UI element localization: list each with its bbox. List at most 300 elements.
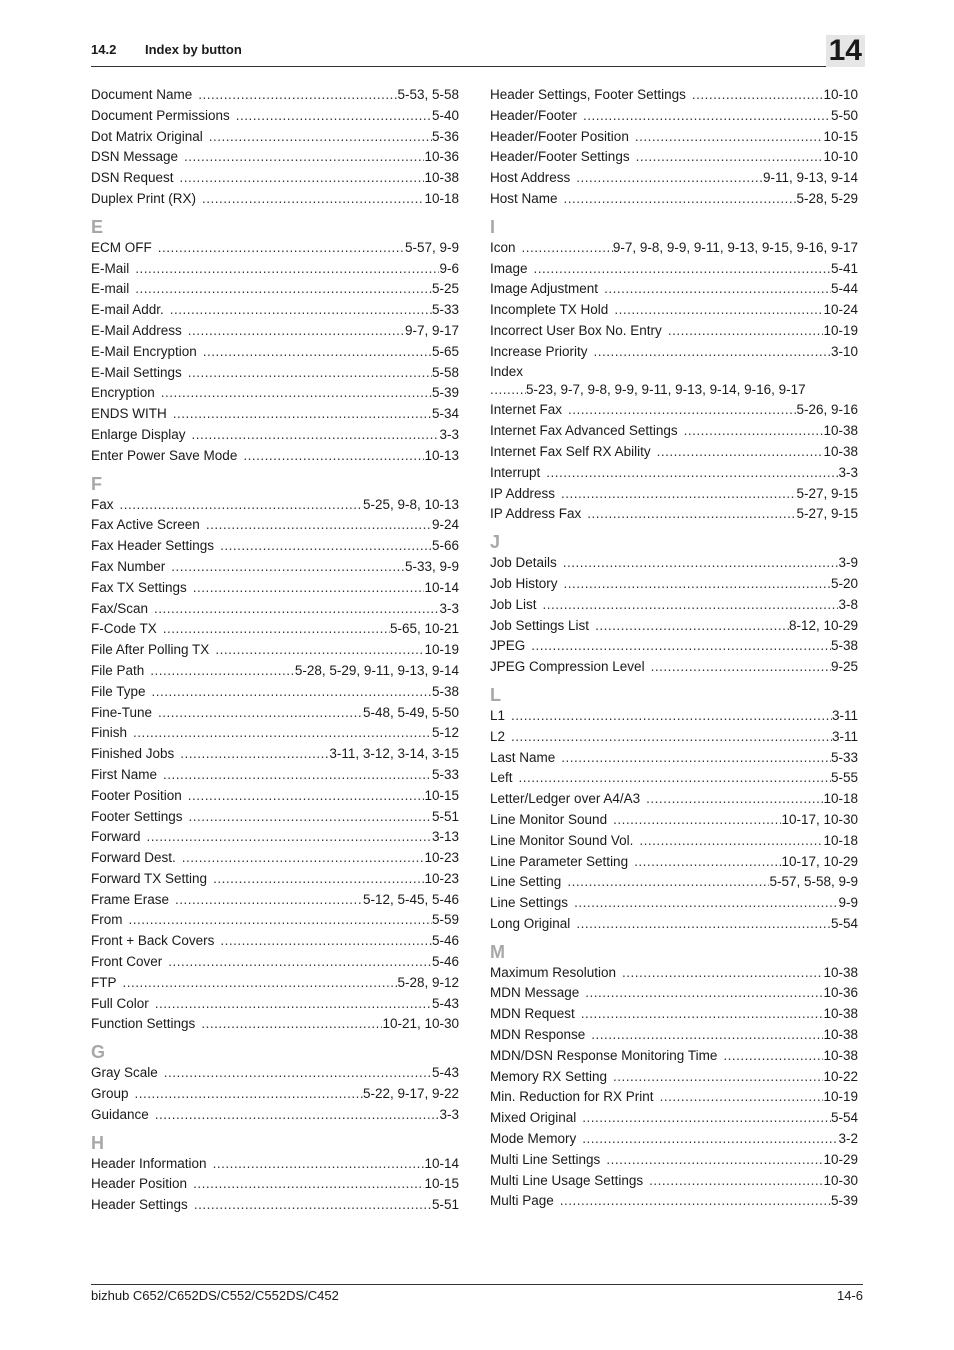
index-entry xyxy=(490,321,858,342)
dot-leader xyxy=(561,484,796,505)
index-term: Line Monitor Sound Vol. xyxy=(490,832,634,848)
index-term: First Name xyxy=(91,766,158,782)
index-term: JPEG xyxy=(490,638,526,654)
index-term: E-mail Addr. xyxy=(91,302,164,318)
index-entry xyxy=(91,1154,459,1175)
index-page-refs: 10-19 xyxy=(823,1089,858,1105)
index-term: E-Mail Settings xyxy=(91,364,182,380)
dot-leader xyxy=(215,640,424,661)
index-letter-heading: H xyxy=(91,1132,104,1153)
dot-leader xyxy=(120,495,363,516)
dot-leader xyxy=(173,404,432,425)
index-entry xyxy=(490,810,858,831)
index-term: Footer Position xyxy=(91,787,182,803)
index-term: Internet Fax Self RX Ability xyxy=(490,443,651,459)
index-entry xyxy=(91,807,459,828)
dot-leader xyxy=(194,1195,432,1216)
index-term: Header Settings xyxy=(91,1197,188,1213)
index-page-refs: 5-48, 5-49, 5-50 xyxy=(362,704,459,720)
dot-leader xyxy=(613,810,781,831)
index-entry xyxy=(490,616,858,637)
index-page-refs: 5-54 xyxy=(830,1110,858,1126)
index-page-refs: 5-25, 9-8, 10-13 xyxy=(362,496,459,512)
dot-leader xyxy=(202,189,424,210)
index-page-refs: 5-59 xyxy=(431,912,459,928)
index-entry xyxy=(490,484,858,505)
index-page-refs: 5-20 xyxy=(830,575,858,591)
index-page-refs: 5-25 xyxy=(431,281,459,297)
index-page-refs: 5-46 xyxy=(431,933,459,949)
dot-leader xyxy=(209,127,432,148)
dot-leader xyxy=(243,446,424,467)
index-page-refs: 10-19 xyxy=(424,642,459,658)
dot-leader xyxy=(660,1087,824,1108)
index-page-refs: 5-34 xyxy=(431,406,459,422)
index-term: E-Mail xyxy=(91,260,130,276)
dot-leader xyxy=(175,890,363,911)
index-term: Line Settings xyxy=(490,895,569,911)
index-term: Header Position xyxy=(91,1176,188,1192)
dot-leader xyxy=(635,127,824,148)
index-page-refs: 5-51 xyxy=(431,1197,459,1213)
index-term: Group xyxy=(91,1086,129,1102)
index-entry xyxy=(91,259,459,280)
dot-leader xyxy=(189,807,432,828)
dot-leader xyxy=(582,1108,831,1129)
index-page-refs: 9-24 xyxy=(431,517,459,533)
index-term: Header/Footer Settings xyxy=(490,149,630,165)
index-page-refs: 5-28, 9-12 xyxy=(397,974,459,990)
index-page-refs: 9-9 xyxy=(838,895,858,911)
dot-leader xyxy=(198,85,397,106)
index-entry xyxy=(91,536,459,557)
index-term: Guidance xyxy=(91,1106,149,1122)
dot-leader xyxy=(184,147,424,168)
index-page-refs: 10-21, 10-30 xyxy=(382,1016,459,1032)
index-term: Min. Reduction for RX Print xyxy=(490,1089,654,1105)
index-page-refs: 10-22 xyxy=(823,1068,858,1084)
dot-leader xyxy=(188,363,432,384)
index-term: Image Adjustment xyxy=(490,281,599,297)
index-page-refs: 10-13 xyxy=(424,447,459,463)
index-term: Job Settings List xyxy=(490,617,590,633)
index-entry xyxy=(91,85,459,106)
index-term: DSN Message xyxy=(91,149,179,165)
dot-leader xyxy=(180,168,425,189)
index-term: Last Name xyxy=(490,749,556,765)
dot-leader xyxy=(606,1150,823,1171)
index-entry xyxy=(91,910,459,931)
index-page-refs: 5-38 xyxy=(830,638,858,654)
index-page-refs: 5-40 xyxy=(431,107,459,123)
index-entry xyxy=(490,1129,858,1150)
index-page-refs: 5-38 xyxy=(431,683,459,699)
index-term: Index xyxy=(490,363,524,379)
dot-leader xyxy=(576,914,831,935)
index-entry xyxy=(490,1087,858,1108)
dot-leader xyxy=(213,869,424,890)
index-term: E-mail xyxy=(91,281,130,297)
index-term: Long Original xyxy=(490,915,571,931)
index-page-refs: 10-29 xyxy=(823,1151,858,1167)
index-entry xyxy=(91,147,459,168)
index-page-refs: 5-36 xyxy=(431,128,459,144)
index-term: Letter/Ledger over A4/A3 xyxy=(490,791,641,807)
index-page-refs: 10-15 xyxy=(823,128,858,144)
index-entry xyxy=(490,553,858,574)
index-letter-heading: E xyxy=(91,216,104,237)
page-footer xyxy=(91,1284,863,1307)
index-term: Line Setting xyxy=(490,874,562,890)
index-term: Gray Scale xyxy=(91,1065,158,1081)
index-page-refs: 5-43 xyxy=(431,1065,459,1081)
dot-leader xyxy=(583,106,831,127)
index-page-refs: 3-10 xyxy=(830,343,858,359)
index-term: Multi Line Usage Settings xyxy=(490,1172,644,1188)
index-page-refs: 10-17, 10-29 xyxy=(781,853,858,869)
section-title: Index by button xyxy=(145,42,242,57)
index-entry xyxy=(91,744,459,765)
index-entry xyxy=(91,578,459,599)
index-page-refs: 10-38 xyxy=(823,1047,858,1063)
index-entry xyxy=(91,1084,459,1105)
index-term: L1 xyxy=(490,707,506,723)
index-page-refs: 5-39 xyxy=(830,1193,858,1209)
index-term: Internet Fax Advanced Settings xyxy=(490,423,678,439)
dot-leader xyxy=(206,515,432,536)
index-entry xyxy=(490,706,858,727)
index-term: Line Parameter Setting xyxy=(490,853,629,869)
index-term: Forward Dest. xyxy=(91,850,176,866)
dot-leader xyxy=(192,425,440,446)
index-entry xyxy=(91,682,459,703)
index-page-refs: 5-54 xyxy=(830,915,858,931)
index-entry xyxy=(490,279,858,300)
index-term: Full Color xyxy=(91,995,149,1011)
index-entry xyxy=(91,425,459,446)
index-term: Interrupt xyxy=(490,464,541,480)
dot-leader xyxy=(180,744,329,765)
index-page-refs: 5-66 xyxy=(431,538,459,554)
index-entry xyxy=(490,1025,858,1046)
index-term: Increase Priority xyxy=(490,343,588,359)
index-term: MDN/DSN Response Monitoring Time xyxy=(490,1047,718,1063)
index-page-refs: 10-18 xyxy=(823,791,858,807)
dot-leader xyxy=(622,963,823,984)
dot-leader xyxy=(657,442,824,463)
index-page-refs: 5-57, 9-9 xyxy=(404,239,459,255)
index-term: Multi Page xyxy=(490,1193,554,1209)
dot-leader xyxy=(604,279,831,300)
dot-leader xyxy=(135,259,439,280)
dot-leader xyxy=(236,106,432,127)
index-entry xyxy=(490,852,858,873)
index-page-refs: 5-12, 5-45, 5-46 xyxy=(362,891,459,907)
index-entry xyxy=(490,504,858,525)
page-number: 14-6 xyxy=(836,1288,863,1303)
dot-leader xyxy=(193,1174,424,1195)
index-entry xyxy=(91,827,459,848)
dot-leader xyxy=(546,463,838,484)
index-entry xyxy=(91,1174,459,1195)
index-term: Footer Settings xyxy=(91,808,183,824)
dot-leader xyxy=(168,952,432,973)
index-page-refs: 9-7, 9-17 xyxy=(404,322,459,338)
product-name: bizhub C652/C652DS/C552/C552DS/C452 xyxy=(91,1288,339,1303)
dot-leader xyxy=(723,1046,823,1067)
index-term: Mode Memory xyxy=(490,1131,577,1147)
index-entry xyxy=(490,463,858,484)
dot-leader xyxy=(147,827,432,848)
dot-leader xyxy=(587,504,796,525)
index-page-refs: 5-33 xyxy=(830,749,858,765)
index-entry xyxy=(91,515,459,536)
index-entry xyxy=(490,442,858,463)
index-term: Icon xyxy=(490,239,516,255)
index-term: JPEG Compression Level xyxy=(490,659,645,675)
dot-leader xyxy=(595,616,789,637)
dot-leader xyxy=(561,748,831,769)
dot-leader xyxy=(582,1129,838,1150)
index-entry xyxy=(490,342,858,363)
index-term: Dot Matrix Original xyxy=(91,128,203,144)
index-page-refs: 10-15 xyxy=(424,1176,459,1192)
index-term: Mixed Original xyxy=(490,1110,577,1126)
index-page-refs: 5-57, 5-58, 9-9 xyxy=(769,874,858,890)
index-page-refs: 10-23 xyxy=(424,850,459,866)
index-entry xyxy=(490,727,858,748)
index-page-refs: 10-38 xyxy=(823,1006,858,1022)
dot-leader xyxy=(574,893,838,914)
index-page-refs: 5-23, 9-7, 9-8, 9-9, 9-11, 9-13, 9-14, 9-16, 9-17 xyxy=(526,381,806,397)
index-entry xyxy=(490,380,858,401)
index-page-refs: 8-12, 10-29 xyxy=(788,617,858,633)
dot-leader xyxy=(511,727,832,748)
index-entry xyxy=(490,238,858,259)
index-term: Front Cover xyxy=(91,954,163,970)
index-term: Front + Back Covers xyxy=(91,933,215,949)
index-entry xyxy=(490,1108,858,1129)
index-page-refs: 5-50 xyxy=(830,107,858,123)
index-term: Incomplete TX Hold xyxy=(490,302,609,318)
index-entry xyxy=(490,1191,858,1212)
dot-leader xyxy=(135,1084,363,1105)
index-term: FTP xyxy=(91,974,117,990)
index-term: Function Settings xyxy=(91,1016,196,1032)
dot-leader xyxy=(129,910,432,931)
index-entry xyxy=(91,363,459,384)
index-letter-heading: F xyxy=(91,473,102,494)
index-page-refs: 3-9 xyxy=(838,555,858,571)
index-entry xyxy=(490,1150,858,1171)
index-page-refs: 10-15 xyxy=(424,787,459,803)
index-entry xyxy=(91,640,459,661)
index-entry xyxy=(490,789,858,810)
dot-leader xyxy=(522,238,613,259)
dot-leader xyxy=(155,1105,440,1126)
index-entry xyxy=(91,703,459,724)
index-term: Multi Line Settings xyxy=(490,1151,601,1167)
index-term: IP Address xyxy=(490,485,556,501)
index-entry xyxy=(490,259,858,280)
index-entry xyxy=(91,1063,459,1084)
index-page-refs: 9-25 xyxy=(830,659,858,675)
index-entry xyxy=(490,574,858,595)
index-entry xyxy=(490,421,858,442)
dot-leader xyxy=(591,1025,823,1046)
index-entry xyxy=(91,168,459,189)
index-entry xyxy=(490,636,858,657)
index-entry xyxy=(91,619,459,640)
dot-leader xyxy=(164,1063,432,1084)
index-entry xyxy=(490,914,858,935)
index-entry xyxy=(91,383,459,404)
dot-leader xyxy=(684,421,824,442)
index-page-refs: 3-13 xyxy=(431,829,459,845)
index-page-refs: 10-36 xyxy=(823,985,858,1001)
index-term: Duplex Print (RX) xyxy=(91,190,197,206)
index-term: Header/Footer xyxy=(490,107,578,123)
chapter-number: 14 xyxy=(826,35,865,67)
index-entry xyxy=(490,893,858,914)
dot-leader xyxy=(564,574,831,595)
index-entry xyxy=(91,495,459,516)
index-entry xyxy=(490,127,858,148)
index-term: File Path xyxy=(91,662,145,678)
index-term: Header Information xyxy=(91,1155,207,1171)
index-entry xyxy=(91,321,459,342)
dot-leader xyxy=(568,400,796,421)
dot-leader xyxy=(534,259,831,280)
index-entry xyxy=(490,300,858,321)
index-letter-heading: M xyxy=(490,941,505,962)
dot-leader xyxy=(531,636,831,657)
index-page-refs: 3-11 xyxy=(831,707,858,723)
dot-leader xyxy=(193,578,425,599)
dot-leader xyxy=(171,557,405,578)
index-term: File After Polling TX xyxy=(91,642,210,658)
index-entry xyxy=(490,363,858,380)
section-number: 14.2 xyxy=(91,42,117,57)
dot-leader xyxy=(567,872,769,893)
dot-leader xyxy=(133,723,432,744)
dot-leader xyxy=(163,765,432,786)
index-page-refs: 3-3 xyxy=(439,600,459,616)
dot-leader xyxy=(519,768,831,789)
index-term: Job Details xyxy=(490,555,557,571)
index-term: Forward xyxy=(91,829,141,845)
dot-leader xyxy=(613,1067,823,1088)
index-page-refs: 10-38 xyxy=(823,964,858,980)
index-page-refs: 10-18 xyxy=(424,190,459,206)
dot-leader xyxy=(692,85,824,106)
index-term: Left xyxy=(490,770,513,786)
index-page-refs: 3-11, 3-12, 3-14, 3-15 xyxy=(329,746,459,762)
index-term: Job History xyxy=(490,575,558,591)
dot-leader xyxy=(560,1191,831,1212)
dot-leader xyxy=(634,852,781,873)
dot-leader xyxy=(646,789,823,810)
index-entry xyxy=(91,848,459,869)
index-page-refs: 5-65, 10-21 xyxy=(389,621,459,637)
index-page-refs: 5-43 xyxy=(431,995,459,1011)
index-page-refs: 5-33, 9-9 xyxy=(404,558,459,574)
index-page-refs: 5-65 xyxy=(431,343,459,359)
index-entry xyxy=(490,831,858,852)
index-page-refs: 3-2 xyxy=(838,1131,858,1147)
index-term: Enter Power Save Mode xyxy=(91,447,238,463)
index-page-refs: 10-36 xyxy=(424,149,459,165)
index-term: Header/Footer Position xyxy=(490,128,629,144)
index-term: Host Name xyxy=(490,190,558,206)
index-page-refs: 5-53, 5-58 xyxy=(397,87,459,102)
index-term: MDN Message xyxy=(490,985,580,1001)
index-column-left xyxy=(91,85,459,1216)
index-term: Internet Fax xyxy=(490,402,563,418)
dot-leader xyxy=(155,994,432,1015)
index-entry xyxy=(490,400,858,421)
index-entry xyxy=(91,599,459,620)
index-entry xyxy=(490,1067,858,1088)
index-term: Finished Jobs xyxy=(91,746,175,762)
dot-leader xyxy=(511,706,832,727)
index-page-refs: 10-38 xyxy=(823,443,858,459)
index-entry xyxy=(490,1046,858,1067)
index-term: F-Code TX xyxy=(91,621,157,637)
index-term: E-Mail Encryption xyxy=(91,343,197,359)
dot-leader xyxy=(543,595,839,616)
index-entry xyxy=(91,952,459,973)
index-page-refs: 5-58 xyxy=(431,364,459,380)
index-entry xyxy=(91,238,459,259)
dot-leader xyxy=(203,342,432,363)
dot-leader xyxy=(651,657,831,678)
index-page-refs: 10-10 xyxy=(823,87,858,102)
index-entry xyxy=(490,872,858,893)
dot-leader xyxy=(213,1154,425,1175)
index-page-refs: 3-8 xyxy=(838,596,858,612)
index-entry xyxy=(490,106,858,127)
dot-leader xyxy=(170,300,432,321)
index-column-right xyxy=(490,85,858,1212)
index-page-refs: 10-17, 10-30 xyxy=(781,811,858,827)
index-page-refs: 9-7, 9-8, 9-9, 9-11, 9-13, 9-15, 9-16, 9-17 xyxy=(612,239,858,255)
index-entry xyxy=(490,963,858,984)
index-page-refs: 5-41 xyxy=(830,260,858,276)
index-page-refs: 5-27, 9-15 xyxy=(796,485,858,501)
index-page-refs: 10-19 xyxy=(823,322,858,338)
index-page-refs: 9-11, 9-13, 9-14 xyxy=(762,170,858,186)
index-term: DSN Request xyxy=(91,170,174,186)
index-letter-heading: I xyxy=(490,216,496,237)
dot-leader xyxy=(636,147,824,168)
dot-leader xyxy=(639,831,823,852)
index-term: Incorrect User Box No. Entry xyxy=(490,322,662,338)
index-page-refs: 3-3 xyxy=(439,1106,459,1122)
index-entry xyxy=(91,127,459,148)
index-entry xyxy=(490,1171,858,1192)
index-term: Image xyxy=(490,260,528,276)
dot-leader xyxy=(152,682,432,703)
index-entry xyxy=(490,147,858,168)
index-term: Memory RX Setting xyxy=(490,1068,608,1084)
index-entry xyxy=(490,983,858,1004)
index-term: Fine-Tune xyxy=(91,704,153,720)
index-page-refs: 3-11 xyxy=(831,728,858,744)
index-entry xyxy=(490,168,858,189)
index-term: Document Permissions xyxy=(91,107,230,123)
index-entry xyxy=(91,1105,459,1126)
